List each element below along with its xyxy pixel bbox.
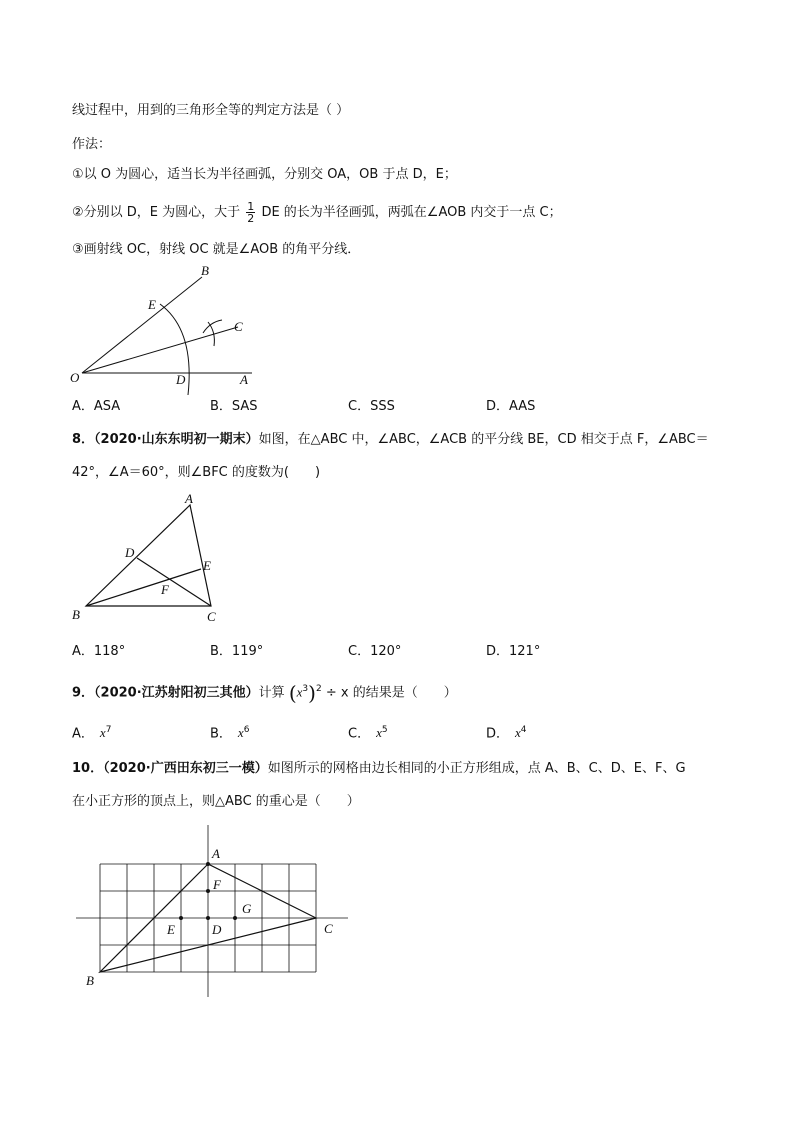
- label-o: O: [70, 370, 80, 385]
- option-exp: 5: [381, 725, 388, 735]
- point-g: [233, 916, 237, 920]
- intro-line1: 线过程中，用到的三角形全等的判定方法是（ ）: [72, 103, 350, 118]
- q8-option-d[interactable]: D．121°: [486, 644, 541, 659]
- q9-text-mid: ÷ x 的结果是（ ）: [325, 685, 457, 701]
- label-e: E: [203, 558, 211, 573]
- label-d: D: [212, 922, 222, 937]
- q7-option-b[interactable]: B．SAS: [210, 399, 258, 414]
- q9-option-d[interactable]: [486, 722, 527, 742]
- q8-option-c[interactable]: C．120°: [348, 644, 402, 659]
- option-letter: C．: [348, 726, 371, 742]
- point-a: [206, 862, 210, 866]
- q8-option-b[interactable]: B．119°: [210, 644, 264, 659]
- q9-option-b[interactable]: [210, 722, 249, 742]
- q10-line1: [72, 761, 686, 777]
- label-e: E: [167, 922, 175, 937]
- option-letter: D．: [486, 726, 510, 742]
- q9-option-c[interactable]: [348, 722, 388, 742]
- step-1: ①以 O 为圆心，适当长为半径画弧，分别交 OA，OB 于点 D，E；: [72, 167, 457, 182]
- label-g: G: [242, 901, 252, 916]
- q10-number: 10．: [72, 761, 104, 776]
- q10-source: （2020·广西田东初三一模）: [103, 761, 268, 776]
- q7-option-d[interactable]: D．AAS: [486, 399, 536, 414]
- option-exp: 4: [520, 725, 527, 735]
- option-exp: 6: [243, 725, 250, 735]
- arc-small-2: [208, 322, 214, 346]
- point-e: [179, 916, 183, 920]
- step-2-post: DE 的长为半径画弧，两弧在∠AOB 内交于一点 C；: [261, 205, 562, 220]
- right-paren: ): [308, 680, 316, 705]
- q9-inner-exp: 3: [302, 684, 309, 694]
- step-2: [72, 198, 562, 228]
- q7-option-c[interactable]: C．SSS: [348, 399, 395, 414]
- q8-number: 8．: [72, 432, 95, 447]
- triangle-abc: [100, 864, 316, 972]
- label-c: C: [234, 319, 243, 334]
- q9-line: [72, 678, 457, 704]
- option-exp: 7: [105, 725, 112, 735]
- label-b: B: [72, 607, 80, 622]
- option-base: x: [376, 725, 382, 741]
- arc-small-1: [203, 320, 222, 333]
- triangle-abc: [86, 505, 211, 606]
- option-base: x: [515, 725, 521, 741]
- segment-be: [86, 569, 201, 606]
- option-base: x: [99, 725, 106, 741]
- q8-text-1: 如图，在△ABC 中，∠ABC，∠ACB 的平分线 BE，CD 相交于点 F，∠ABC＝: [258, 432, 709, 447]
- q9-text-pre: 计算: [258, 685, 285, 701]
- label-c: C: [207, 609, 216, 624]
- q7-option-a[interactable]: A．ASA: [72, 399, 121, 414]
- label-b: B: [86, 973, 94, 988]
- q9-option-a[interactable]: [72, 722, 111, 742]
- ray-oc: [82, 327, 238, 373]
- label-d: D: [176, 372, 186, 387]
- label-a: A: [240, 372, 248, 387]
- segment-cd: [137, 558, 211, 606]
- ray-ob: [82, 277, 202, 373]
- q10-text-1: 如图所示的网格由边长相同的小正方形组成，点 A、B、C、D、E、F、G: [267, 761, 686, 776]
- option-base: x: [237, 725, 244, 741]
- method-label: 作法：: [72, 137, 112, 152]
- label-f: F: [213, 877, 221, 892]
- q9-base: x: [296, 684, 303, 700]
- label-c: C: [324, 921, 333, 936]
- label-e: E: [148, 297, 156, 312]
- point-f: [206, 889, 210, 893]
- step-2-pre: ②分别以 D，E 为圆心，大于: [72, 205, 241, 220]
- option-letter: A．: [72, 726, 94, 742]
- q8-line2: 42°，∠A＝60°，则∠BFC 的度数为( ): [72, 465, 321, 480]
- q9-outer-exp: 2: [315, 684, 322, 694]
- label-b: B: [201, 263, 209, 278]
- label-a: A: [212, 846, 220, 861]
- left-paren: (: [288, 680, 297, 705]
- step-3: ③画射线 OC，射线 OC 就是∠AOB 的角平分线．: [72, 242, 361, 257]
- q8-option-a[interactable]: A．118°: [72, 644, 126, 659]
- fraction-numerator: 1: [247, 200, 255, 213]
- q10-line2: 在小正方形的顶点上，则△ABC 的重心是（ ）: [72, 794, 360, 809]
- option-letter: B．: [210, 726, 232, 742]
- label-d: D: [125, 545, 135, 560]
- fraction-denominator: 2: [247, 212, 255, 225]
- arc-de: [160, 304, 189, 395]
- point-d: [206, 916, 210, 920]
- label-a: A: [185, 491, 193, 506]
- q8-line1: [72, 432, 709, 448]
- label-f: F: [161, 582, 169, 597]
- q9-source: （2020·江苏射阳初三其他）: [94, 685, 259, 701]
- fraction-half: [246, 201, 255, 224]
- q9-number: 9．: [72, 685, 95, 701]
- q8-source: （2020·山东东明初一期末）: [94, 432, 259, 447]
